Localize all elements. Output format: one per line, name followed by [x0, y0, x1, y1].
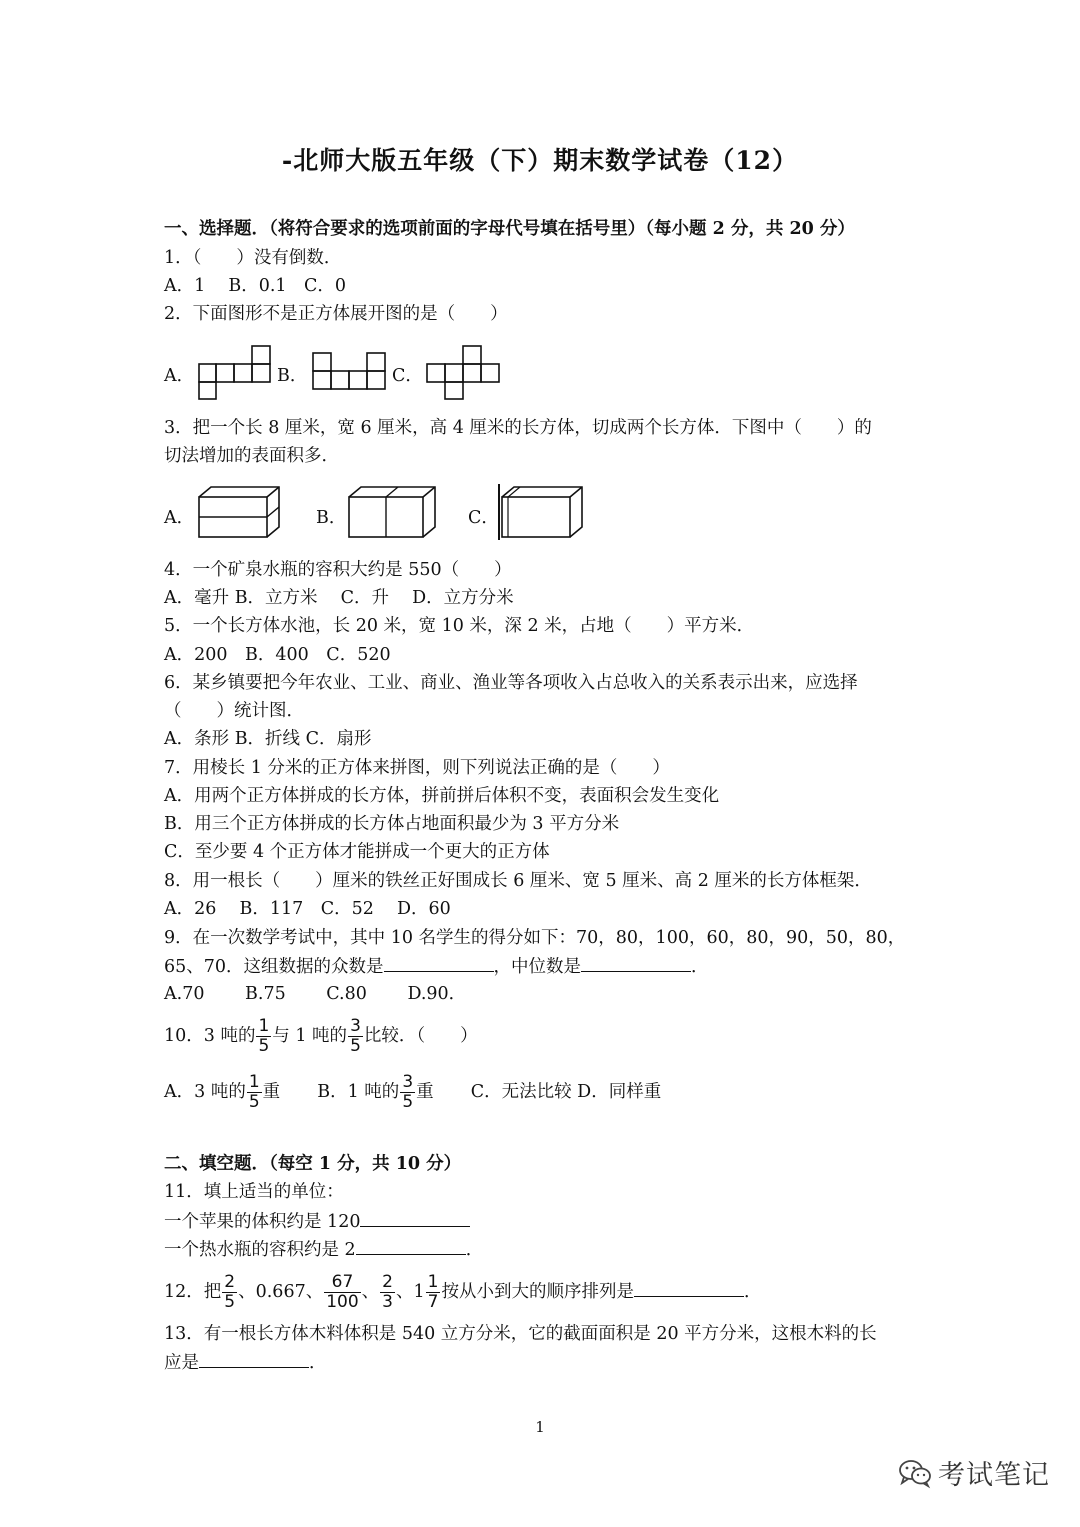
q9-stem-text-c: ．	[691, 957, 709, 977]
q10-option-c-text: C．无法比较 D．同样重	[470, 1082, 662, 1102]
q10-option-b-text: B．1 吨的	[317, 1082, 400, 1102]
q4-stem: 4．一个矿泉水瓶的容积大约是 550（ ）	[164, 560, 512, 580]
q5-options: A．200 B．400 C．520	[164, 645, 391, 665]
q11-line2-end: ．	[465, 1240, 484, 1260]
q2-net-b-figure	[312, 352, 387, 392]
q12-stem	[164, 1270, 761, 1314]
q10-option-a-fraction: $\frac{1}{5}$	[248, 1072, 260, 1112]
q3-cuboid-a-figure	[198, 485, 283, 540]
q3-cuboid-b-figure	[348, 485, 438, 540]
q1-stem: 1．（ ）没有倒数．	[164, 248, 342, 268]
q2-stem: 2．下面图形不是正方体展开图的是（ ）	[164, 304, 508, 324]
q2-option-b-label: B．	[277, 366, 308, 386]
q3-option-c-label: C．	[468, 508, 499, 528]
watermark	[898, 1453, 1050, 1492]
q7-option-a: A．用两个正方体拼成的长方体，拼前拼后体积不变，表面积会发生变化	[164, 786, 720, 806]
q8-options: A．26 B．117 C．52 D．60	[164, 899, 451, 919]
q7-stem: 7．用棱长 1 分米的正方体来拼图，则下列说法正确的是（ ）	[164, 758, 670, 778]
section1-heading: 一、选择题．（将符合要求的选项前面的字母代号填在括号里）（每小题 2 分，共 20 分）	[164, 219, 855, 239]
q4-options: A．毫升 B．立方米 C．升 D．立方分米	[164, 588, 514, 608]
q7-option-c: C．至少要 4 个正方体才能拼成一个更大的正方体	[164, 842, 550, 862]
q10-text-1: 10．3 吨的	[164, 1026, 256, 1046]
q13-length-blank[interactable]	[199, 1350, 309, 1368]
watermark-text: 考试笔记	[938, 1460, 1050, 1491]
q7-option-b: B．用三个正方体拼成的长方体占地面积最少为 3 平方分米	[164, 814, 620, 834]
q10-text-2: 与 1 吨的	[272, 1026, 348, 1046]
q12-text-1: 12．把	[164, 1282, 222, 1302]
page-number: 1	[535, 1418, 545, 1436]
q3-cuboid-c-figure	[498, 482, 588, 542]
page-title: -北师大版五年级（下）期末数学试卷（12）	[281, 146, 799, 175]
q6-stem-line2: （ ）统计图．	[164, 701, 304, 721]
q10-text-3: 比较．（ ）	[363, 1026, 478, 1046]
q8-stem: 8．用一根长（ ）厘米的铁丝正好围成长 6 厘米、宽 5 厘米、高 2 厘米的长方体框架．	[164, 871, 872, 891]
section2-heading: 二、填空题．（每空 1 分，共 10 分）	[164, 1154, 462, 1174]
q2-option-a-label: A．	[164, 366, 195, 386]
q12-fraction-4: $\frac{1}{7}$	[427, 1272, 439, 1312]
q2-option-c-label: C．	[392, 366, 423, 386]
q9-stem-text-b: ，中位数是	[493, 957, 582, 977]
q12-order-blank[interactable]	[634, 1279, 744, 1297]
q6-stem-line1: 6．某乡镇要把今年农业、工业、商业、渔业等各项收入占总收入的关系表示出来，应选择	[164, 673, 858, 693]
q12-text-5: 按从小到大的顺序排列是	[441, 1282, 634, 1302]
q3-option-a-label: A．	[164, 508, 195, 528]
q9-median-blank[interactable]	[581, 954, 691, 972]
q6-options: A．条形 B．折线 C．扇形	[164, 729, 372, 749]
q3-stem-line1: 3．把一个长 8 厘米，宽 6 厘米，高 4 厘米的长方体，切成两个长方体．下图中（ ）的	[164, 418, 872, 438]
q2-net-c-figure	[426, 345, 501, 400]
q12-fraction-3: $\frac{2}{3}$	[382, 1272, 393, 1312]
q9-options: A.70 B.75 C.80 D.90．	[164, 984, 467, 1004]
q11-line2	[164, 1237, 483, 1262]
q2-net-a-figure	[198, 345, 273, 400]
q12-text-3: 、	[361, 1282, 380, 1302]
q13-stem-line2	[164, 1350, 327, 1375]
q9-stem-line1: 9．在一次数学考试中，其中 10 名学生的得分如下：70，80，100，60，80，90，50，80，	[164, 928, 906, 948]
q9-stem-line2	[164, 954, 709, 979]
q10-fraction-2: $\frac{3}{5}$	[350, 1016, 361, 1056]
q10-option-a-end: 重	[262, 1082, 304, 1102]
q11-apple-unit-blank[interactable]	[360, 1209, 470, 1227]
wechat-icon	[898, 1458, 932, 1488]
q3-stem-line2: 切法增加的表面积多．	[164, 446, 339, 466]
q12-end: ．	[743, 1282, 762, 1302]
q10-options	[164, 1072, 661, 1112]
q13-stem-line1: 13．有一根长方体木料体积是 540 立方分米，它的截面面积是 20 平方分米，这根木料的长	[164, 1324, 877, 1344]
q10-fraction-1: $\frac{1}{5}$	[258, 1016, 270, 1056]
q1-options: A．1 B．0.1 C．0	[164, 276, 347, 296]
q12-text-4: 、1	[396, 1282, 425, 1302]
q11-line1-text: 一个苹果的体积约是 120	[164, 1212, 361, 1232]
q9-mode-blank[interactable]	[384, 954, 494, 972]
q12-text-2: 、0.667、	[238, 1282, 324, 1302]
q13-text: 应是	[164, 1353, 199, 1373]
q5-stem: 5．一个长方体水池，长 20 米，宽 10 米，深 2 米，占地（ ）平方米．	[164, 616, 755, 636]
q11-stem: 11．填上适当的单位：	[164, 1182, 344, 1202]
q10-option-a-text: A．3 吨的	[164, 1082, 246, 1102]
q9-stem-text-a: 65、70．这组数据的众数是	[164, 957, 384, 977]
q10-option-b-fraction: $\frac{3}{5}$	[402, 1072, 414, 1112]
q10-option-b-end: 重	[416, 1082, 457, 1102]
q11-line2-text: 一个热水瓶的容积约是 2	[164, 1240, 356, 1260]
q3-option-b-label: B．	[316, 508, 347, 528]
q11-line1	[164, 1209, 470, 1234]
q12-fraction-1: $\frac{2}{5}$	[224, 1272, 236, 1312]
q10-stem	[164, 1016, 478, 1056]
q13-end: ．	[309, 1353, 327, 1373]
q11-bottle-unit-blank[interactable]	[356, 1237, 466, 1255]
q12-fraction-2: $\frac{67}{100}$	[326, 1272, 359, 1312]
